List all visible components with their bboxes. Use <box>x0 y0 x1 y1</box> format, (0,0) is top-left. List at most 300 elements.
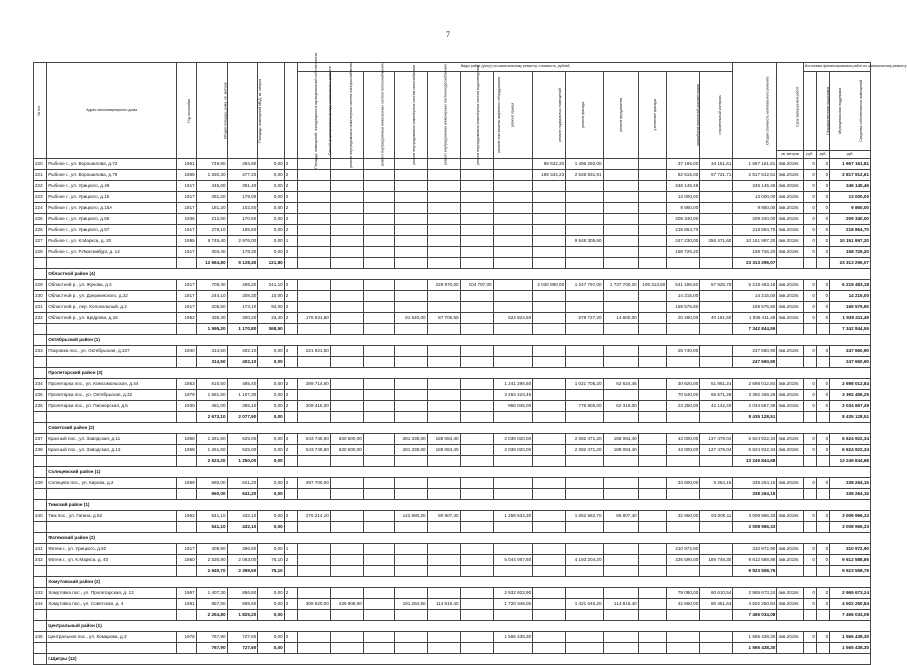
row-work-cost: 630 600,00 <box>330 434 363 445</box>
row-work-cost: 289 714,60 <box>297 379 330 390</box>
sub-work-cell <box>566 357 603 368</box>
row-work-cost <box>493 247 533 258</box>
sub-work-cell <box>603 522 638 533</box>
row-total-area: 1 261,60 <box>196 445 227 456</box>
works-group-header: Виды работ (услуг) по капитальному ремонту, стоимость, рублей <box>297 63 733 72</box>
row-municipal-support: 0 <box>816 203 829 214</box>
sub-work-cell <box>533 357 566 368</box>
row-work-cost <box>533 599 566 610</box>
row-work-cost <box>330 170 363 181</box>
row-work-cost: 346 145,46 <box>667 181 700 192</box>
sub-work-cell <box>667 566 700 577</box>
row-address: Фатеж г., ул. К.Маркса, д. 40 <box>47 555 177 566</box>
sub-work-cell <box>460 566 493 577</box>
sub-work-cell <box>700 522 733 533</box>
row-address: Рыбное г., ул. Ворошилова, д.79 <box>47 170 177 181</box>
sub-s1-cell <box>803 456 816 467</box>
row-work-cost <box>493 346 533 357</box>
row-work-cost <box>566 390 603 401</box>
row-state-support: 0 <box>803 203 816 214</box>
row-work-cost <box>603 478 638 489</box>
row-number: 244 <box>34 599 47 610</box>
row-work-cost <box>603 291 638 302</box>
row-owners-funds: 2 698 012,84 <box>830 379 871 390</box>
row-total-cost: 6 624 922,34 <box>733 434 777 445</box>
row-work-cost: 137 479,04 <box>700 445 733 456</box>
row-work-cost: 624 924,50 <box>493 313 533 324</box>
row-work-cost <box>566 632 603 643</box>
sub-work-cell <box>427 489 460 500</box>
sub-s1-cell <box>803 643 816 654</box>
subtotal-cost: 9 923 558,76 <box>733 566 777 577</box>
subtotal-premises-area: 2 077,90 <box>227 412 258 423</box>
sub-work-cell <box>330 566 363 577</box>
sub-work-cell <box>394 357 427 368</box>
row-work-cost <box>394 346 427 357</box>
row-municipal-area: 0,00 <box>258 401 284 412</box>
row-work-cost <box>533 632 566 643</box>
table-row <box>34 346 871 357</box>
row-municipal-support: 0 <box>816 302 829 313</box>
row-work-cost <box>460 555 493 566</box>
sub-method-cell <box>284 610 297 621</box>
sub-work-cell <box>363 610 394 621</box>
sub-work-cell <box>566 324 603 335</box>
subtotal-total-area: 1 595,20 <box>196 324 227 335</box>
subtotal-owners: 23 313 296,07 <box>830 258 871 269</box>
work-header-7: ремонт подвальных помещений <box>533 72 566 159</box>
sub-work-cell <box>566 610 603 621</box>
row-work-cost: 1 247 797,00 <box>566 280 603 291</box>
row-work-cost <box>330 588 363 599</box>
row-municipal-area: 0,00 <box>258 192 284 203</box>
row-address: Солнцево пос., ул. Кирова, д.2 <box>47 478 177 489</box>
page-number: 7 <box>446 30 450 39</box>
row-total-cost: 10 151 997,20 <box>733 236 777 247</box>
row-work-cost: 32 950,00 <box>667 511 700 522</box>
work-header-3: ремонт внутридомовых инженерных систем водоснабжения <box>394 72 427 159</box>
row-fund-method: 2 <box>284 445 297 456</box>
subtotal-municipal-area: 121,80 <box>258 258 284 269</box>
row-work-cost <box>700 291 733 302</box>
row-work-cost <box>297 632 330 643</box>
row-end-date: 4кв.2019г. <box>777 170 803 181</box>
unit-rub-3: руб. <box>830 151 871 159</box>
row-work-cost <box>493 159 533 170</box>
row-work-cost <box>297 588 330 599</box>
row-work-cost <box>394 302 427 313</box>
row-work-cost <box>297 544 330 555</box>
row-municipal-support: 0 <box>816 478 829 489</box>
row-fund-method: 2 <box>284 511 297 522</box>
row-work-cost: 43 000,00 <box>667 445 700 456</box>
row-work-cost <box>533 511 566 522</box>
sub-work-cell <box>533 456 566 467</box>
row-year: 1917 <box>176 181 196 192</box>
row-work-cost <box>460 203 493 214</box>
row-number: 227 <box>34 236 47 247</box>
sub-work-cell <box>493 566 533 577</box>
sub-work-cell <box>394 489 427 500</box>
row-work-cost: 169 575,60 <box>667 302 700 313</box>
sub-s1-cell <box>803 258 816 269</box>
district-row <box>34 269 871 280</box>
sub-work-cell <box>667 610 700 621</box>
row-work-cost <box>460 236 493 247</box>
sub-addr-cell <box>47 324 177 335</box>
sub-work-cell <box>566 566 603 577</box>
row-work-cost <box>394 181 427 192</box>
row-year: 1917 <box>176 544 196 555</box>
row-work-cost <box>460 632 493 643</box>
table-row <box>34 302 871 313</box>
row-state-support: 0 <box>803 434 816 445</box>
row-work-cost <box>394 632 427 643</box>
row-work-cost <box>638 379 667 390</box>
row-work-cost <box>460 214 493 225</box>
row-work-cost <box>394 203 427 214</box>
row-municipal-area: 75,10 <box>258 555 284 566</box>
row-municipal-support: 0 <box>816 379 829 390</box>
sub-work-cell <box>638 566 667 577</box>
row-address: Пролетарка пос., ул. Октябрьская, д.32 <box>47 390 177 401</box>
row-total-cost: 9 612 588,86 <box>733 555 777 566</box>
subtotal-cost: 7 466 034,08 <box>733 610 777 621</box>
row-total-area: 1 250,30 <box>196 170 227 181</box>
row-state-support: 0 <box>803 346 816 357</box>
row-owners-funds: 247 660,90 <box>830 346 871 357</box>
sub-work-cell <box>427 522 460 533</box>
row-work-cost <box>493 544 533 555</box>
row-address: Красный пос., ул. Заводская, д.13 <box>47 445 177 456</box>
table-row <box>34 588 871 599</box>
row-state-support: 0 <box>803 379 816 390</box>
subtotal-owners: 338 264,15 <box>830 489 871 500</box>
subtotal-premises-area: 1 250,00 <box>227 456 258 467</box>
sub-work-cell <box>533 412 566 423</box>
row-work-cost <box>297 170 330 181</box>
work-header-6: ремонт крыши <box>493 72 533 159</box>
row-end-date: 4кв.2019г. <box>777 390 803 401</box>
row-work-cost: 189 748,30 <box>700 555 733 566</box>
row-year: 1962 <box>176 511 196 522</box>
row-total-area: 276,10 <box>196 225 227 236</box>
row-municipal-area: 0,00 <box>258 247 284 258</box>
sub-work-cell <box>394 610 427 621</box>
row-end-date: 4кв.2019г. <box>777 225 803 236</box>
sub-s1-cell <box>803 522 816 533</box>
sub-year-cell <box>176 412 196 423</box>
sub-work-cell <box>394 522 427 533</box>
row-premises-area: 489,20 <box>227 280 258 291</box>
row-year: 1917 <box>176 225 196 236</box>
row-owners-funds: 6 624 922,34 <box>830 445 871 456</box>
row-work-cost <box>363 203 394 214</box>
row-work-cost: 1 259 534,30 <box>493 511 533 522</box>
sub-work-cell <box>603 324 638 335</box>
row-premises-area: 179,00 <box>227 192 258 203</box>
sub-work-cell <box>460 643 493 654</box>
row-work-cost <box>493 280 533 291</box>
sub-work-cell <box>667 489 700 500</box>
sub-addr-cell <box>47 412 177 423</box>
row-work-cost <box>330 214 363 225</box>
subtotal-row <box>34 489 871 500</box>
row-work-cost: 541 186,50 <box>667 280 700 291</box>
sub-work-cell <box>330 456 363 467</box>
sub-work-cell <box>363 412 394 423</box>
subtotal-cost: 3 008 966,33 <box>733 522 777 533</box>
row-total-area: 481,00 <box>196 401 227 412</box>
row-work-cost <box>638 159 667 170</box>
row-number: 220 <box>34 159 47 170</box>
row-work-cost <box>603 159 638 170</box>
row-work-cost <box>394 192 427 203</box>
sub-work-cell <box>700 456 733 467</box>
row-work-cost <box>603 225 638 236</box>
row-work-cost: 85 807,40 <box>603 511 638 522</box>
row-work-cost: 62 624,45 <box>603 379 638 390</box>
sub-work-cell <box>638 324 667 335</box>
subtotal-row <box>34 643 871 654</box>
sub-no-cell <box>34 456 47 467</box>
row-municipal-support: 0 <box>816 511 829 522</box>
col-year-header: Год постройки <box>176 63 196 159</box>
row-work-cost: 23 250,00 <box>667 401 700 412</box>
district-label: Пролетарский район (3) <box>47 368 871 379</box>
subtotal-cost: 338 264,15 <box>733 489 777 500</box>
row-fund-method: 2 <box>284 379 297 390</box>
row-work-cost <box>533 401 566 412</box>
row-work-cost <box>363 236 394 247</box>
row-work-cost <box>566 203 603 214</box>
row-work-cost: 188 084,40 <box>603 445 638 456</box>
row-work-cost: 6 264,15 <box>700 478 733 489</box>
row-end-date: 4кв.2019г. <box>777 236 803 247</box>
row-state-support: 0 <box>803 478 816 489</box>
row-municipal-support: 0 <box>816 401 829 412</box>
district-label: Советский район (2) <box>47 423 871 434</box>
row-address: Областной р., ул. Дзержинского, д.22 <box>47 291 177 302</box>
row-end-date: 4кв.2019г. <box>777 632 803 643</box>
sub-year-cell <box>176 489 196 500</box>
row-municipal-support: 0 <box>816 555 829 566</box>
row-work-cost <box>493 291 533 302</box>
col-total-area-header: Общая площадь дома, кв. метров <box>196 63 227 159</box>
row-work-cost <box>363 214 394 225</box>
row-work-cost <box>603 346 638 357</box>
district-label: Хомутовский район (2) <box>47 577 871 588</box>
row-work-cost: 297 700,00 <box>297 478 330 489</box>
row-end-date: 4кв.2019г. <box>777 401 803 412</box>
sub-work-cell <box>427 566 460 577</box>
row-fund-method: 2 <box>284 401 297 412</box>
sub-date-cell <box>777 566 803 577</box>
row-address: Рыбное г., ул. Урицкого, д.49 <box>47 181 177 192</box>
capital-repair-table <box>33 52 907 665</box>
sub-work-cell <box>566 258 603 269</box>
sub-work-cell <box>330 489 363 500</box>
row-work-cost: 1 720 348,00 <box>493 599 533 610</box>
row-premises-area: 432,10 <box>227 511 258 522</box>
row-work-cost: 247 230,00 <box>667 236 700 247</box>
sub-method-cell <box>284 324 297 335</box>
sub-work-cell <box>603 258 638 269</box>
sub-work-cell <box>363 357 394 368</box>
row-total-cost: 1 938 411,49 <box>733 313 777 324</box>
row-work-cost <box>297 302 330 313</box>
row-work-cost <box>533 247 566 258</box>
row-work-cost <box>566 291 603 302</box>
row-work-cost <box>330 192 363 203</box>
row-end-date: 4кв.2019г. <box>777 291 803 302</box>
row-owners-funds: 2 965 673,24 <box>830 588 871 599</box>
row-work-cost <box>603 588 638 599</box>
sub-addr-cell <box>47 610 177 621</box>
row-work-cost <box>330 544 363 555</box>
row-total-cost: 2 034 667,49 <box>733 401 777 412</box>
sub-work-cell <box>330 324 363 335</box>
row-year: 1917 <box>176 291 196 302</box>
district-label: Областной район (4) <box>47 269 871 280</box>
sub-s1-cell <box>803 357 816 368</box>
sub-work-cell <box>460 489 493 500</box>
row-work-cost: 42 142,40 <box>700 401 733 412</box>
col-fund-method-header: Способ формирования фонда капитального ремонта <box>284 63 297 159</box>
table-row <box>34 170 871 181</box>
row-owners-funds: 9 860,00 <box>830 203 871 214</box>
district-row <box>34 467 871 478</box>
row-work-cost: 70 540,00 <box>667 390 700 401</box>
row-owners-funds: 9 612 588,86 <box>830 555 871 566</box>
row-work-cost <box>460 302 493 313</box>
row-work-cost <box>394 478 427 489</box>
sub-work-cell <box>638 610 667 621</box>
row-work-cost <box>603 390 638 401</box>
row-municipal-support: 0 <box>816 170 829 181</box>
row-work-cost: 37 165,00 <box>667 159 700 170</box>
row-municipal-area: 0,00 <box>258 632 284 643</box>
row-address: Рыбное г., ул. Урицкого, д.15 <box>47 192 177 203</box>
row-work-cost <box>363 599 394 610</box>
table-row <box>34 478 871 489</box>
source-header-municipal: Муниципальная поддержка <box>816 72 829 151</box>
row-work-cost: 221 921,50 <box>297 346 330 357</box>
row-work-cost <box>297 247 330 258</box>
row-state-support: 0 <box>803 159 816 170</box>
sub-method-cell <box>284 643 297 654</box>
row-work-cost: 87 705,50 <box>427 313 460 324</box>
row-work-cost: 2 082 471,20 <box>566 445 603 456</box>
sub-work-cell <box>394 456 427 467</box>
subtotal-cost: 1 565 438,30 <box>733 643 777 654</box>
row-work-cost <box>533 555 566 566</box>
row-owners-funds: 4 502 250,84 <box>830 599 871 610</box>
row-end-date: 4кв.2019г. <box>777 544 803 555</box>
sub-addr-cell <box>47 357 177 368</box>
sub-work-cell <box>394 258 427 269</box>
row-municipal-support: 0 <box>816 225 829 236</box>
row-end-date: 4кв.2019г. <box>777 379 803 390</box>
row-year: 1966 <box>176 170 196 181</box>
row-work-cost <box>330 478 363 489</box>
sub-date-cell <box>777 522 803 533</box>
row-work-cost <box>566 247 603 258</box>
row-municipal-support: 0 <box>816 247 829 258</box>
sub-year-cell <box>176 456 196 467</box>
row-work-cost <box>700 225 733 236</box>
row-total-area: 435,30 <box>196 313 227 324</box>
row-municipal-support: 0 <box>816 599 829 610</box>
sub-work-cell <box>638 357 667 368</box>
row-work-cost: 80 907,40 <box>427 511 460 522</box>
row-work-cost <box>638 632 667 643</box>
row-work-cost <box>460 170 493 181</box>
row-municipal-area: 0,00 <box>258 170 284 181</box>
district-row <box>34 654 871 665</box>
district-no-cell <box>34 621 47 632</box>
subtotal-municipal-area: 0,00 <box>258 522 284 533</box>
subtotal-row <box>34 412 871 423</box>
row-address: Областной р., ул. Щедрова, д.15 <box>47 313 177 324</box>
sub-work-cell <box>638 643 667 654</box>
row-state-support: 0 <box>803 632 816 643</box>
row-work-cost <box>460 192 493 203</box>
row-year: 1962 <box>176 313 196 324</box>
sub-work-cell <box>427 412 460 423</box>
row-work-cost: 1 241 295,60 <box>493 379 533 390</box>
sub-method-cell <box>284 456 297 467</box>
row-work-cost <box>363 346 394 357</box>
row-work-cost <box>460 346 493 357</box>
row-premises-area: 727,60 <box>227 632 258 643</box>
row-total-area: 709,30 <box>196 280 227 291</box>
district-label: Солнцевский район (1) <box>47 467 871 478</box>
sub-work-cell <box>667 412 700 423</box>
row-work-cost <box>566 544 603 555</box>
district-no-cell <box>34 335 47 346</box>
row-municipal-area: 0,00 <box>258 236 284 247</box>
row-end-date: 4кв.2019г. <box>777 247 803 258</box>
row-work-cost <box>603 214 638 225</box>
row-owners-funds: 310 972,90 <box>830 544 871 555</box>
row-work-cost: 20 460,00 <box>667 313 700 324</box>
work-header-1: ремонт внутридомовых инженерных систем теплоснабжения <box>330 72 363 159</box>
sub-year-cell <box>176 357 196 368</box>
row-work-cost <box>363 192 394 203</box>
row-address: Рыбное г., ул. Урицкого, д.57 <box>47 225 177 236</box>
table-row <box>34 401 871 412</box>
sub-work-cell <box>394 566 427 577</box>
row-work-cost <box>638 313 667 324</box>
row-year: 1917 <box>176 302 196 313</box>
row-work-cost <box>363 170 394 181</box>
row-work-cost: 114 816,40 <box>603 599 638 610</box>
row-work-cost <box>297 291 330 302</box>
sub-work-cell <box>533 489 566 500</box>
row-work-cost: 2 628 831,91 <box>566 170 603 181</box>
sub-work-cell <box>330 258 363 269</box>
row-fund-method: 2 <box>284 478 297 489</box>
sub-work-cell <box>460 258 493 269</box>
row-work-cost <box>460 390 493 401</box>
row-work-cost: 79 080,00 <box>667 588 700 599</box>
table-row <box>34 291 871 302</box>
row-number: 240 <box>34 511 47 522</box>
district-no-cell <box>34 368 47 379</box>
unit-rub-1: руб. <box>803 151 816 159</box>
row-work-cost: 281 338,00 <box>394 434 427 445</box>
